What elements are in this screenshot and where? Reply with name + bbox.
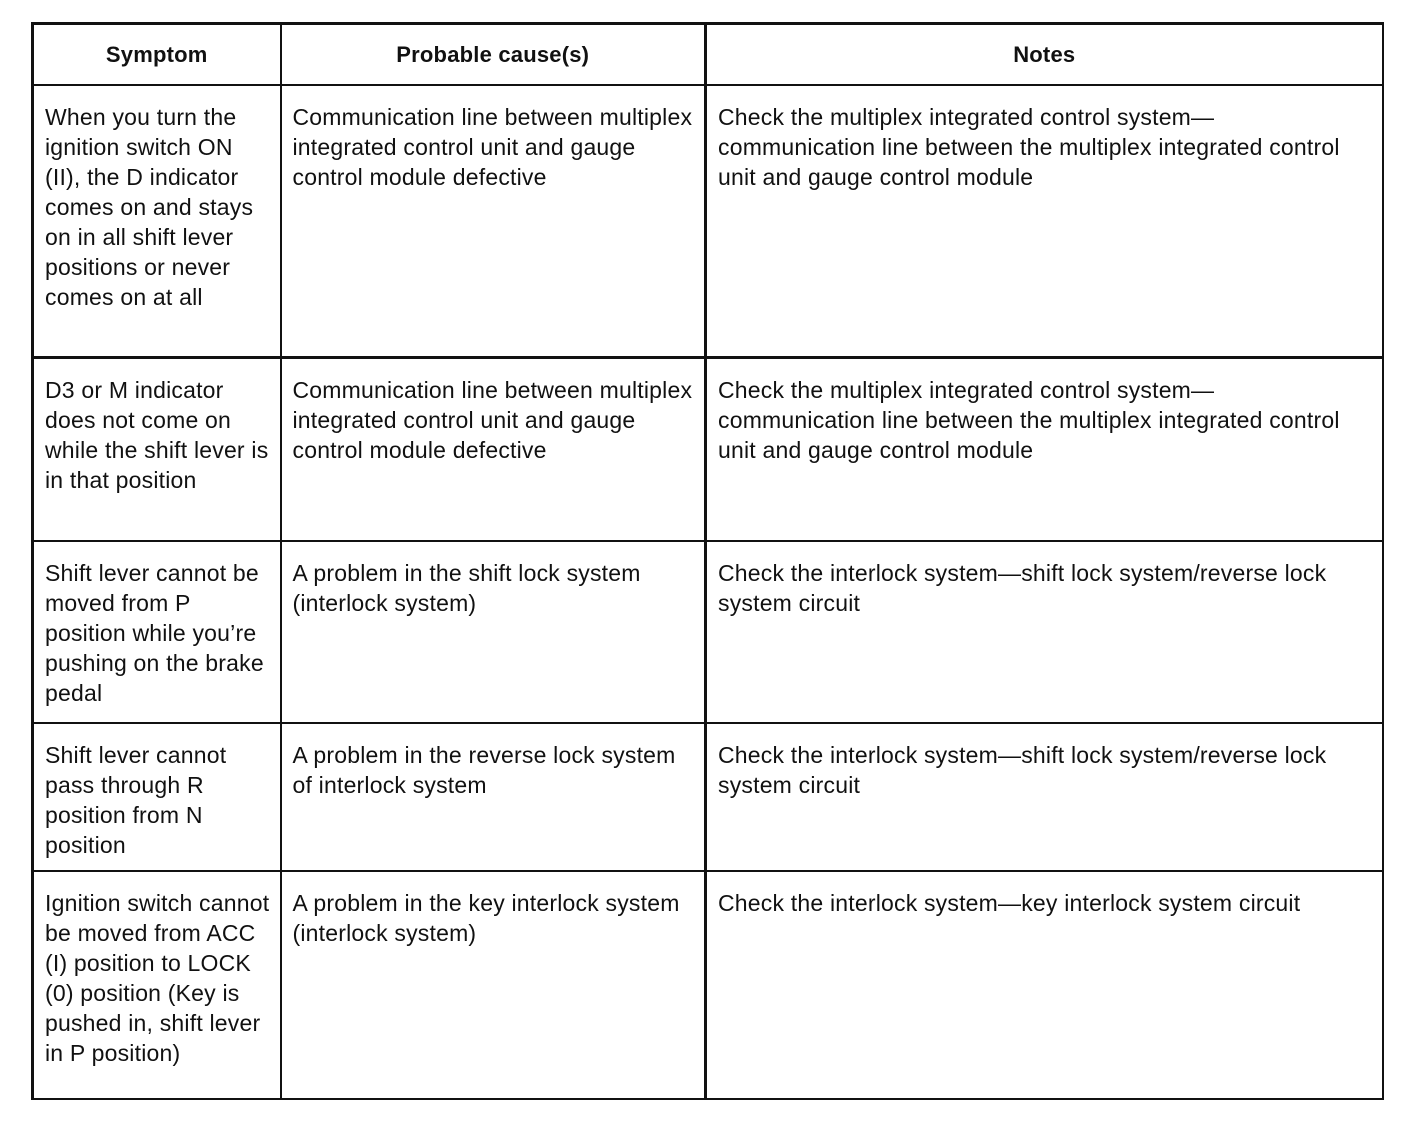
- notes-cell: Check the multiplex integrated control system—communication line between the multiplex integrated control unit and gauge control module: [706, 85, 1383, 358]
- notes-cell: Check the multiplex integrated control system—communication line between the multiplex integrated control unit and gauge control module: [706, 358, 1383, 542]
- symptom-cell: D3 or M indicator does not come on while the shift lever is in that position: [33, 358, 281, 542]
- header-probable-cause: Probable cause(s): [281, 24, 706, 86]
- cause-cell: Communication line between multiplex integrated control unit and gauge control module defective: [281, 85, 706, 358]
- cause-cell: A problem in the shift lock system (interlock system): [281, 541, 706, 723]
- table-row: [33, 871, 1383, 1099]
- cause-cell: A problem in the key interlock system (interlock system): [281, 871, 706, 1099]
- cause-cell: A problem in the reverse lock system of interlock system: [281, 723, 706, 871]
- table-header-row: [33, 24, 1383, 86]
- symptom-cell: Shift lever cannot be moved from P position while you’re pushing on the brake pedal: [33, 541, 281, 723]
- table-row: [33, 541, 1383, 723]
- table-row: [33, 723, 1383, 871]
- header-symptom: Symptom: [33, 24, 281, 86]
- table-row: [33, 358, 1383, 542]
- symptom-cell: Ignition switch cannot be moved from ACC (I) position to LOCK (0) position (Key is pushed in, shift lever in P position): [33, 871, 281, 1099]
- cause-cell: Communication line between multiplex integrated control unit and gauge control module defective: [281, 358, 706, 542]
- header-notes: Notes: [706, 24, 1383, 86]
- symptom-cell: When you turn the ignition switch ON (II), the D indicator comes on and stays on in all shift lever positions or never comes on at all: [33, 85, 281, 358]
- symptom-cell: Shift lever cannot pass through R position from N position: [33, 723, 281, 871]
- notes-cell: Check the interlock system—key interlock system circuit: [706, 871, 1383, 1099]
- troubleshooting-table: [31, 22, 1384, 1100]
- table-row: [33, 85, 1383, 358]
- notes-cell: Check the interlock system—shift lock system/reverse lock system circuit: [706, 723, 1383, 871]
- notes-cell: Check the interlock system—shift lock system/reverse lock system circuit: [706, 541, 1383, 723]
